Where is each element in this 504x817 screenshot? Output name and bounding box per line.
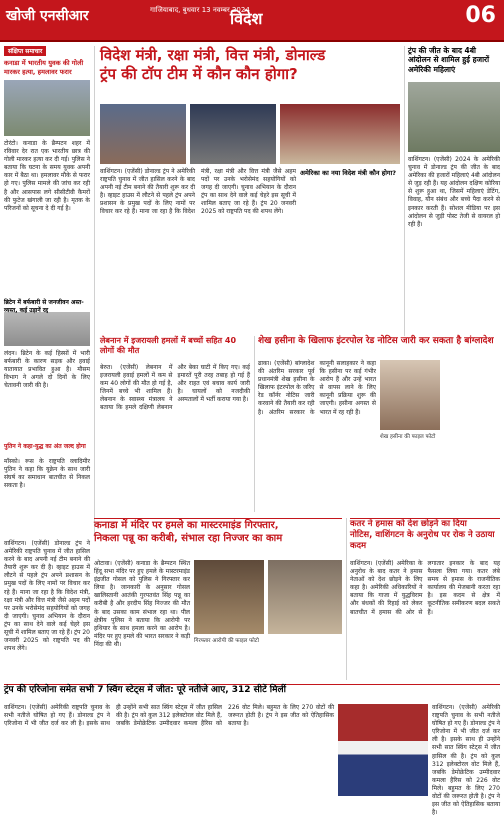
mid-right-body: ढाका। (एजेंसी) बांग्लादेश की अंतरिम सरकार पूर्व प्रधानमंत्री शेख हसीना के खिलाफ इंटरपोल के जरिए रेड कॉर्नर नोटिस जारी करवाने की तैयारी कर रही है। अंतरिम सरकार के कानूनी सलाहकार ने कहा कि हसीना पर कई गंभीर आरोप हैं और उन्हें भारत से वापस लाने के लिए कानूनी प्रक्रिया शुरू की जाएगी। हसीना अगस्त से भारत में रह रही हैं।	[258, 360, 376, 416]
mid-left-body: बेरुत। (एजेंसी) लेबनान में इजरायली हवाई हमलों में कम से कम 40 लोगों की मौत हो गई है, जिनमें बच्चे भी शामिल हैं। लेबनान के स्वास्थ्य मंत्रालय ने बताया कि हमले दक्षिणी लेबनान और बेका घाटी में किए गए। कई इमारतें पूरी तरह तबाह हो गई हैं और राहत एवं बचाव कार्य जारी है। घायलों को नजदीकी अस्पतालों में भर्ती कराया गया है।	[100, 364, 250, 412]
trump-photo	[338, 704, 428, 796]
canada-headline	[94, 518, 342, 557]
masthead	[0, 0, 504, 40]
qatar-headline	[350, 518, 500, 557]
page-number: 06	[465, 3, 496, 28]
canada-body: ओटावा। (एजेंसी) कनाडा के ब्रैम्पटन स्थित हिंदू सभा मंदिर पर हुए हमले के मास्टरमाइंड इंद्रजीत गोसल को पुलिस ने गिरफ्तार कर लिया है। जानकारी के अनुसार गोसल खालिस्तानी आतंकी गुरपतवंत सिंह पन्नू का करीबी है और हरदीप सिंह निज्जर की मौत के बाद उसका काम संभाल रहा था। पील क्षेत्रीय पुलिस ने बताया कि आरोपी पर हथियार के साथ हमला करने का आरोप है। मंदिर पर हुए हमले की भारत सरकार ने कड़ी निंदा की थी।	[94, 560, 190, 648]
qatar-headline-line1: कतर ने हमास को देश छोड़ने का दिया	[350, 519, 467, 529]
mid-right-headline	[258, 336, 500, 358]
right-top-photo	[408, 82, 500, 152]
lead-body: वाशिंगटन। (एजेंसी) डोनाल्ड ट्रंप ने अमेरिकी राष्ट्रपति चुनाव में जीत हासिल करने के बाद अपनी नई टीम बनाने की तैयारी शुरू कर दी है। व्हाइट हाउस में लौटने से पहले ट्रंप अपने प्रशासन के प्रमुख पदों के लिए नामों पर विचार कर रहे हैं। माना जा रहा है कि विदेश मंत्री, रक्षा मंत्री और वित्त मंत्री जैसे अहम पदों पर उनके भरोसेमंद सहयोगियों को जगह दी जाएगी। चुनाव अभियान के दौरान ट्रंप का साथ देने वाले कई चेहरे इस सूची में शामिल बताए जा रहे हैं। ट्रंप 20 जनवरी 2025 को राष्ट्रपति पद की शपथ लेंगे।	[100, 168, 296, 216]
brief-story-2-head: ब्रिटेन में बर्फबारी से जनजीवन अस्त-व्यस्त, कई उड़ानें रद्द	[4, 299, 84, 314]
arizona-side-body: वाशिंगटन। (एजेंसी) अमेरिकी राष्ट्रपति चुनाव के सभी नतीजे घोषित हो गए हैं। डोनाल्ड ट्रंप ने एरिजोना में भी जीत दर्ज कर ली है। इसके साथ ही उन्होंने सभी सात स्विंग स्टेट्स में जीत हासिल की है। ट्रंप को कुल 312 इलेक्टोरल वोट मिले हैं, जबकि डेमोक्रेटिक उम्मीदवार कमला हैरिस को 226 वोट मिले। बहुमत के लिए 270 वोटों की जरूरत होती है। ट्रंप ने इस जीत को ऐतिहासिक बताया है।	[432, 704, 500, 817]
brief-story-1-head: कनाडा में भारतीय युवक की गोली मारकर हत्या, हमलावर फरार	[4, 59, 84, 76]
arizona-headline	[4, 684, 500, 703]
right-top-headline	[408, 46, 500, 80]
lead-sub-story	[300, 168, 400, 330]
mid-left-headline	[100, 336, 250, 362]
canada-headline-line2: निकला पन्नू का करीबी, संभाल रहा निज्जर का काम	[94, 533, 283, 544]
brief-story-2-photo	[4, 312, 90, 346]
brief-continued-body: वाशिंगटन। (एजेंसी) डोनाल्ड ट्रंप ने अमेरिकी राष्ट्रपति चुनाव में जीत हासिल करने के बाद अपनी नई टीम बनाने की तैयारी शुरू कर दी है। व्हाइट हाउस में लौटने से पहले ट्रंप अपने प्रशासन के प्रमुख पदों के लिए नामों पर विचार कर रहे हैं। माना जा रहा है कि विदेश मंत्री, रक्षा मंत्री और वित्त मंत्री जैसे अहम पदों पर उनके भरोसेमंद सहयोगियों को जगह दी जाएगी। चुनाव अभियान के दौरान ट्रंप का साथ देने वाले कई चेहरे इस सूची में शामिल बताए जा रहे हैं। ट्रंप 20 जनवरी 2025 को राष्ट्रपति पद की शपथ लेंगे।	[4, 540, 91, 653]
lead-sub-head: अमेरिका का नया विदेश मंत्री कौन होगा?	[300, 169, 397, 177]
qatar-headline-line2: नोटिस, वाशिंगटन के अनुरोध पर रोक ने उठाया कदम	[350, 530, 495, 552]
brief-story-3-body: मॉस्को। रूस के राष्ट्रपति व्लादिमीर पुतिन ने कहा कि यूक्रेन के साथ जारी संघर्ष का समाधान बातचीत से निकल सकता है।	[4, 458, 90, 490]
brief-story-3-head: पुतिन ने कहा-युद्ध का अंत जल्द होगा	[4, 443, 86, 450]
right-top-body: वाशिंगटन। (एजेंसी) 2024 के अमेरिकी चुनाव में डोनाल्ड ट्रंप की जीत के बाद अमेरिका की हजारों महिलाएं 4बी आंदोलन से जुड़ रही हैं। यह आंदोलन दक्षिण कोरिया से शुरू हुआ था, जिसमें महिलाएं डेटिंग, विवाह, यौन संबंध और बच्चे पैदा करने से इनकार करती हैं। सोशल मीडिया पर इस आंदोलन से जुड़ी पोस्ट तेजी से वायरल हो रही हैं।	[408, 156, 500, 228]
right-top-headline-text: ट्रंप की जीत के बाद 4बी आंदोलन से शामिल हुई हजारों अमेरिकी महिलाएं	[408, 46, 490, 74]
mid-right-headline-text: शेख हसीना के खिलाफ इंटरपोल रेड नोटिस जारी कर सकता है बांग्लादेश	[258, 336, 494, 346]
brief-story-3	[4, 442, 90, 456]
brief-story-2	[4, 298, 90, 312]
canada-photo-caption: गिरफ्तार आरोपी की फाइल फोटो	[194, 638, 259, 644]
hasina-photo-caption: शेख हसीना की फाइल फोटो	[380, 434, 436, 440]
brand-name: खोजी एनसीआर	[6, 8, 89, 24]
canada-photo-2	[268, 560, 342, 634]
dateline: गाजियाबाद, बुधवार 13 नवम्बर 2024	[150, 6, 250, 14]
lead-headline-line1: विदेश मंत्री, रक्षा मंत्री, वित्त मंत्री, डोनाल्ड	[100, 46, 326, 64]
column-rule	[254, 336, 255, 512]
brief-story-1-body: टोरंटो। कनाडा के ब्रैम्पटन शहर में रविवार देर रात एक भारतीय छात्र की गोली मारकर हत्या कर दी गई। पुलिस ने बताया कि घटना के समय युवक अपनी कार में बैठा था। हमलावर मौके से फरार हो गए। पुलिस मामले की जांच कर रही है और आसपास लगे सीसीटीवी कैमरों की फुटेज खंगाली जा रही है। मृतक के परिजनों को सूचना दे दी गई है।	[4, 140, 90, 212]
column-rule	[94, 46, 95, 536]
column-rule	[346, 518, 347, 680]
section-title: विदेश	[230, 9, 263, 28]
lead-headline-line2: ट्रंप की टॉप टीम में कौन कौन होगा?	[100, 64, 298, 83]
mid-left-headline-text: लेबनान में इजरायली हमलों में बच्चों सहित 40 लोगों की मौत	[100, 336, 237, 355]
brief-news-tag: संक्षिप्त समाचार	[4, 46, 46, 56]
arizona-body: वाशिंगटन। (एजेंसी) अमेरिकी राष्ट्रपति चुनाव के सभी नतीजे घोषित हो गए हैं। डोनाल्ड ट्रंप ने एरिजोना में भी जीत दर्ज कर ली है। इसके साथ ही उन्होंने सभी सात स्विंग स्टेट्स में जीत हासिल की है। ट्रंप को कुल 312 इलेक्टोरल वोट मिले हैं, जबकि डेमोक्रेटिक उम्मीदवार कमला हैरिस को 226 वोट मिले। बहुमत के लिए 270 वोटों की जरूरत होती है। ट्रंप ने इस जीत को ऐतिहासिक बताया है।	[4, 704, 334, 728]
canada-photo-1	[194, 560, 264, 634]
canada-headline-line1: कनाडा में मंदिर पर हमले का मास्टरमाइंड गिरफ्तार,	[94, 520, 279, 531]
qatar-body: वाशिंगटन। (एजेंसी) अमेरिका के अनुरोध के बाद कतर ने हमास नेताओं को देश छोड़ने के लिए कहा है। अमेरिकी अधिकारियों ने बताया कि गाजा में युद्धविराम और बंधकों की रिहाई को लेकर बातचीत में हमास की ओर से लगातार इनकार के बाद यह फैसला लिया गया। कतर लंबे समय से हमास के राजनीतिक कार्यालय की मेजबानी करता रहा है। इस कदम से क्षेत्र में कूटनीतिक समीकरण बदल सकते हैं।	[350, 560, 500, 616]
lead-photo-1	[100, 104, 186, 164]
brief-story-2-body: लंदन। ब्रिटेन के कई हिस्सों में भारी बर्फबारी के कारण सड़क और हवाई यातायात प्रभावित हुआ है। मौसम विभाग ने अगले दो दिनों के लिए चेतावनी जारी की है।	[4, 350, 90, 390]
lead-photo-2	[190, 104, 276, 164]
lead-photo-3	[280, 104, 400, 164]
arizona-headline-text: ट्रंप की एरिजोना समेत सभी 7 स्विंग स्टेट्स में जीत: पूरे नतीजे आए, 312 सीटें मिलीं	[4, 685, 286, 695]
lead-headline	[100, 46, 400, 102]
brief-story-1-photo	[4, 80, 90, 136]
masthead-divider	[0, 40, 504, 42]
column-rule	[404, 46, 405, 336]
hasina-photo	[380, 360, 440, 430]
